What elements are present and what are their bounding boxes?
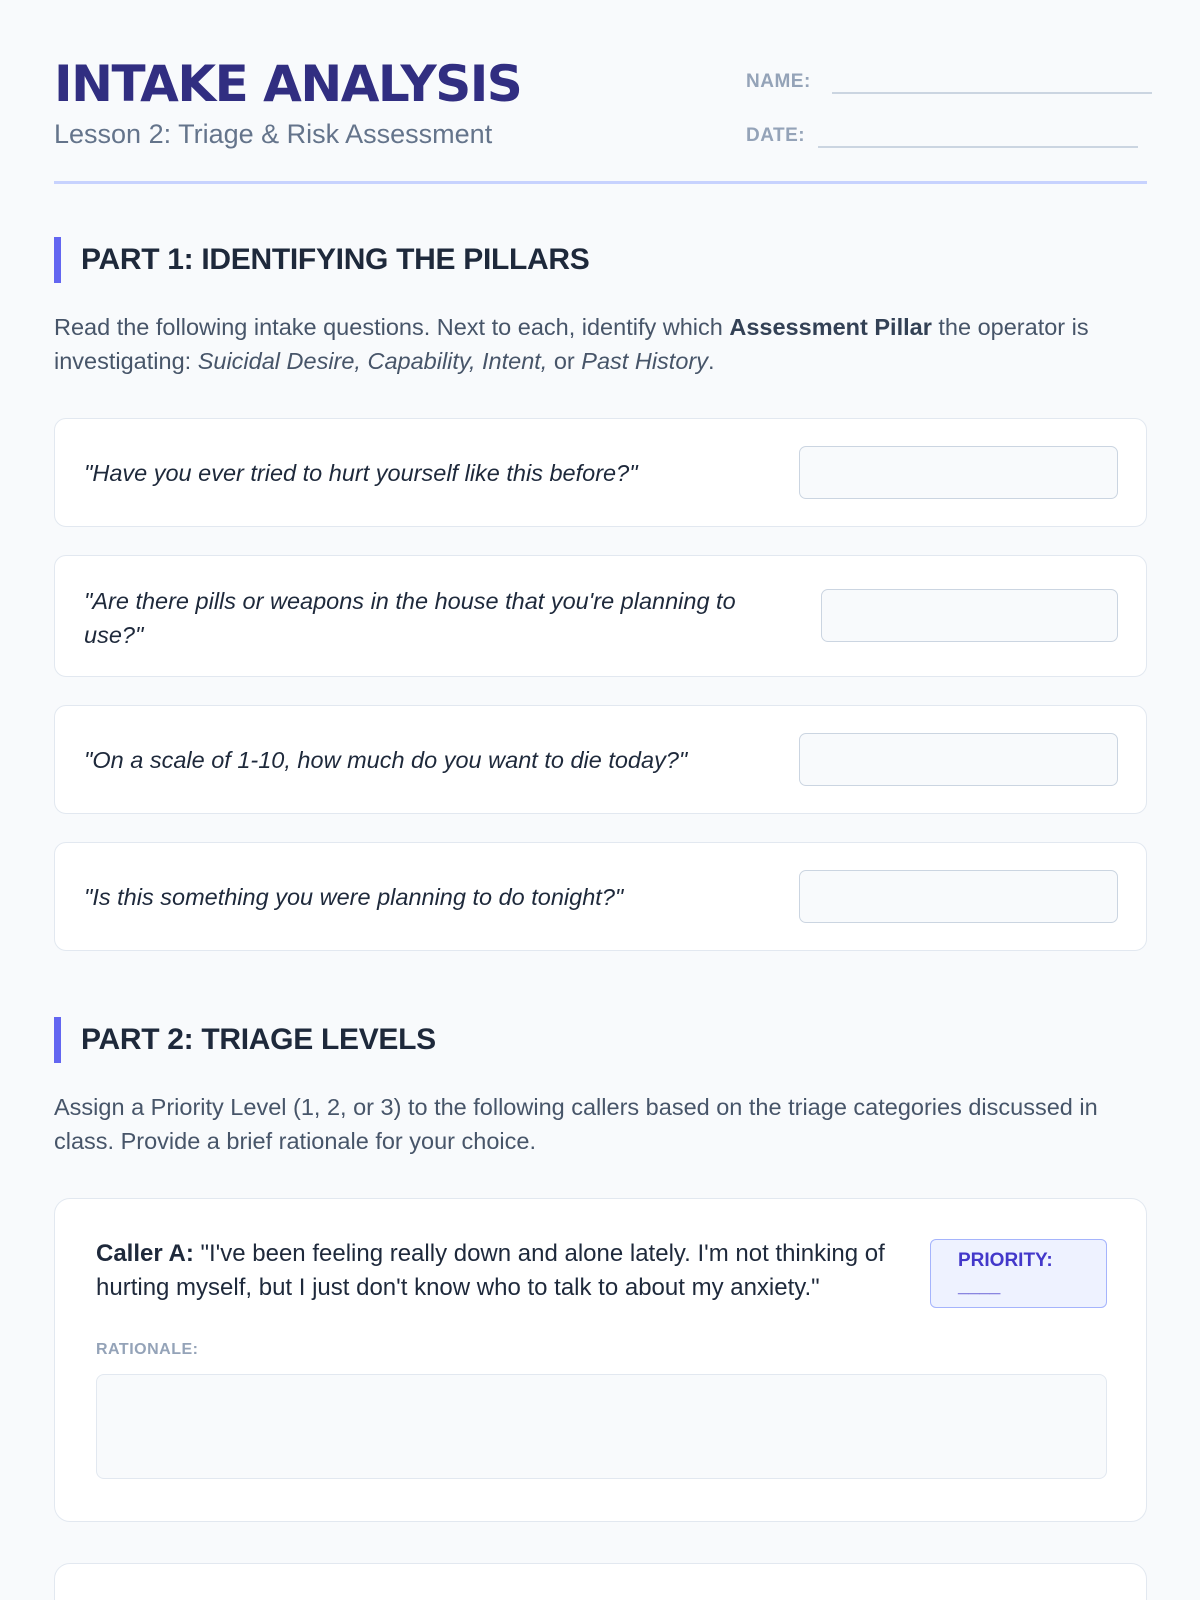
- caller-card: [54, 1198, 1147, 1522]
- caller-quote: "I've been feeling really down and alone lately. I'm not thinking of hurting myself, but I just don't know who to talk to about my anxiety.": [96, 1240, 885, 1301]
- question-text: "On a scale of 1-10, how much do you want to die today?": [84, 747, 688, 773]
- part1-intro-italic: Suicidal Desire, Capability, Intent,: [197, 348, 548, 374]
- part1-intro: [54, 310, 1147, 378]
- pillar-answer-input[interactable]: [799, 446, 1118, 499]
- question-text: "Have you ever tried to hurt yourself like this before?": [84, 460, 638, 486]
- question-text: "Is this something you were planning to do tonight?": [84, 884, 624, 910]
- priority-box[interactable]: [930, 1239, 1107, 1308]
- date-field[interactable]: [818, 112, 1138, 148]
- rationale-input[interactable]: [96, 1374, 1107, 1479]
- question-text: "Are there pills or weapons in the house that you're planning to use?": [84, 588, 736, 648]
- part1-intro-end: .: [707, 348, 715, 374]
- part1-intro-mid: the operator is investigating:: [54, 314, 1089, 374]
- worksheet-page: [54, 0, 1147, 1358]
- question-card: [54, 418, 1147, 527]
- page-title: INTAKE ANALYSIS: [54, 55, 522, 113]
- part1-intro-italic2: Past History: [581, 348, 708, 374]
- pillar-answer-input[interactable]: [799, 870, 1118, 923]
- priority-blank: ____: [958, 1276, 1001, 1297]
- date-label: DATE:: [746, 125, 806, 146]
- part2-heading: [54, 1017, 436, 1063]
- name-field[interactable]: [832, 58, 1152, 94]
- priority-label: PRIORITY:: [958, 1250, 1053, 1271]
- pillar-answer-input[interactable]: [799, 733, 1118, 786]
- worksheet-header: [54, 0, 1147, 184]
- name-row: [746, 58, 1152, 94]
- question-card: [54, 705, 1147, 814]
- part2-heading-text: PART 2: TRIAGE LEVELS: [81, 1023, 436, 1056]
- question-card: [54, 842, 1147, 951]
- caller-statement: [96, 1237, 926, 1305]
- name-label: NAME:: [746, 71, 811, 92]
- question-card: [54, 555, 1147, 677]
- rationale-label: RATIONALE:: [96, 1341, 199, 1358]
- caller-label: Caller A:: [96, 1240, 194, 1267]
- part1-intro-bold: Assessment Pillar: [729, 314, 932, 340]
- date-row: [746, 112, 1138, 148]
- part1-intro-or: or: [547, 348, 582, 374]
- pillar-answer-input[interactable]: [821, 589, 1118, 642]
- part1-heading-text: PART 1: IDENTIFYING THE PILLARS: [81, 243, 590, 276]
- part1-intro-start: Read the following intake questions. Next to each, identify which: [54, 314, 730, 340]
- part2-intro: Assign a Priority Level (1, 2, or 3) to the following callers based on the triage categories discussed in class. Provide a brief rationale for your choice.: [54, 1094, 1098, 1154]
- caller-card-next: [54, 1563, 1147, 1600]
- part1-heading: [54, 237, 590, 283]
- page-subtitle: Lesson 2: Triage & Risk Assessment: [54, 119, 493, 149]
